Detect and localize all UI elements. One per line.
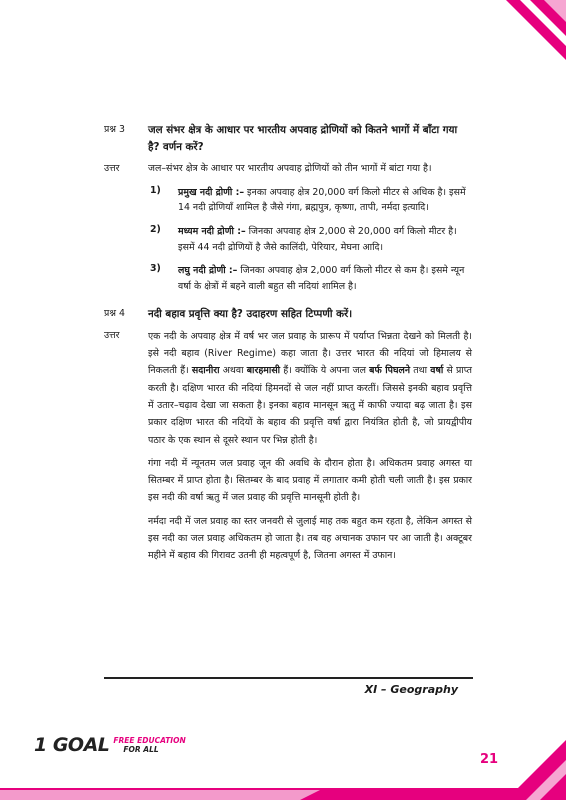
list-item bbox=[148, 263, 472, 294]
answer-3 bbox=[104, 161, 472, 303]
question-4 bbox=[104, 306, 472, 323]
text-span: अथवा bbox=[219, 365, 247, 377]
basin-list bbox=[148, 185, 472, 295]
bold-term: वर्षा bbox=[430, 365, 444, 377]
logo-wordmark: 1 GOAL bbox=[34, 734, 110, 756]
list-text: जिनका अपवाह क्षेत्र 2,000 वर्ग किलो मीटर से कम है। इसमे न्यून वर्षा के क्षेत्रों में बहने वाली बहुत सी नदियां शामिल है। bbox=[178, 265, 465, 293]
logo-tagline-line-2: FOR ALL bbox=[123, 745, 159, 754]
brand-logo bbox=[34, 734, 186, 756]
list-term: प्रमुख नदी द्रोणी :– bbox=[178, 186, 245, 198]
bottom-corner-decoration bbox=[496, 730, 566, 800]
page-number: 21 bbox=[480, 752, 499, 767]
bottom-band-decoration bbox=[0, 770, 566, 800]
answer-4-label: उत्तर bbox=[104, 329, 120, 341]
question-4-text: नदी बहाव प्रवृत्ति क्या है? उदाहरण सहित टिप्पणी करें। bbox=[148, 307, 353, 320]
question-3 bbox=[104, 122, 472, 156]
list-term: मध्यम नदी द्रोणी :– bbox=[178, 226, 246, 237]
question-3-text: जल संभर क्षेत्र के आधार पर भारतीय अपवाह द्रोणियों को कितने भागों में बाँटा गया है? वर्णन करें? bbox=[148, 124, 458, 153]
list-number: 3) bbox=[150, 263, 161, 275]
logo-tagline bbox=[113, 736, 185, 754]
text-span: से प्राप्त करती है। दक्षिण भारत की नदियां हिमनदों से जल नहीं प्राप्त करतीं। जिससे इनकी बहाव प्रवृत्ति में उतार–चढ़ाव देखा जा सकता है। इनका बहाव मानसून ऋतु में काफी ज्यादा बढ़ जाता है। इस प्रकार दक्षिण भारत की नदियों के बहाव की प्रवृत्ति वर्षा द्वारा नियंत्रित होती है, जो प्रायद्वीपीय पठार के एक स्थान से दूसरे स्थान पर भिन्न होती है। bbox=[148, 365, 473, 446]
list-number: 2) bbox=[150, 224, 161, 235]
logo-tagline-line-1: FREE EDUCATION bbox=[113, 736, 186, 745]
list-number: 1) bbox=[150, 184, 161, 196]
list-text: जिनका अपवाह क्षेत्र 2,000 से 20,000 वर्ग किलो मीटर है। इसमें 44 नदी द्रोणियों है जैसे कालिंदी, पेरियार, मेघना आदि। bbox=[178, 226, 457, 253]
answer-4-paragraph-3: नर्मदा नदी में जल प्रवाह का स्तर जनवरी से जुलाई माह तक बहुत कम रहता है, लेकिन अगस्त से इस नदी का जल प्रवाह अधिकतम हो जाता है। तब वह अचानक उफान पर आ जाती है। अक्टूबर महीने में बहाव की गिरावट उतनी ही महत्वपूर्ण है, जितना अगस्त में उफान। bbox=[148, 515, 472, 562]
bold-term: बारहमासी bbox=[246, 365, 281, 377]
bold-term: सदानीरा bbox=[191, 365, 220, 377]
question-4-label: प्रश्न 4 bbox=[104, 307, 125, 319]
answer-4 bbox=[104, 328, 472, 571]
list-text: इनका अपवाह क्षेत्र 20,000 वर्ग किलो मीटर से अधिक है। इसमें 14 नदी द्रोणियाँ शामिल है जैसे गंगा, ब्रह्मपुत्र, कृष्णा, तापी, नर्मदा इत्यादि। bbox=[178, 186, 466, 214]
question-3-label: प्रश्न 3 bbox=[104, 124, 125, 135]
answer-3-label: उत्तर bbox=[104, 163, 120, 174]
main-content bbox=[104, 122, 472, 576]
list-item bbox=[148, 185, 472, 216]
text-span: एक नदी के अपवाह क्षेत्र में वर्ष भर जल प्रवाह के प्रारूप में पर्याप्त भिन्नता देखने को मिलती है। इसे नदी बहाव (River Regime) कहा जाता है। उत्तर भारत की नदियां जो हिमालय से निकलती हैं। bbox=[148, 330, 472, 377]
answer-4-paragraph-1 bbox=[148, 328, 472, 449]
subject-label: XI – Geography bbox=[364, 683, 458, 696]
answer-4-paragraph-2: गंगा नदी में न्यूनतम जल प्रवाह जून की अवधि के दौरान होता है। अधिकतम प्रवाह अगस्त या सितम्बर में प्राप्त होता है। सितम्बर के बाद प्रवाह में लगातार कमी होती चली जाती है। इस प्रकार इस नदी की वर्षा ऋतु में जल प्रवाह की प्रवृत्ति मानसूनी होती है। bbox=[148, 457, 472, 504]
list-item bbox=[148, 224, 472, 255]
text-span: हैं। क्योंकि ये अपना जल bbox=[280, 365, 370, 377]
answer-3-intro: जल–संभर क्षेत्र के आधार पर भारतीय अपवाह द्रोणियों को तीन भागों में बांटा गया है। bbox=[148, 163, 432, 174]
top-corner-decoration bbox=[486, 0, 566, 80]
bold-term: बर्फ पिघलने bbox=[369, 365, 411, 377]
list-term: लघु नदी द्रोणी :– bbox=[178, 265, 238, 277]
text-span: तथा bbox=[410, 365, 431, 377]
footer-divider bbox=[104, 677, 473, 679]
